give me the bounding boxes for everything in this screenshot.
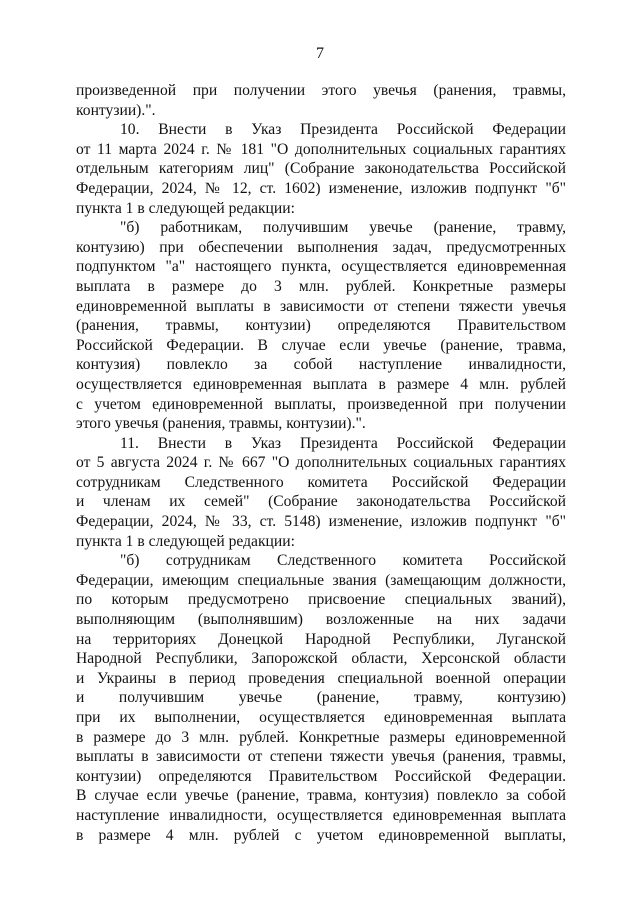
- text-line: Федерации, 2024, № 12, ст. 1602) изменение, изложив подпункт "б": [76, 179, 566, 197]
- text-line: от 11 марта 2024 г. № 181 "О дополнительных социальных гарантиях: [76, 140, 566, 158]
- text-line: пункта 1 в следующей редакции:: [76, 532, 295, 550]
- text-line: с учетом единовременной выплаты, произведенной при получении: [76, 395, 566, 413]
- text-line: наступление инвалидности, осуществляется единовременная выплата: [76, 806, 566, 824]
- text-line: единовременной выплаты в зависимости от степени тяжести увечья: [76, 297, 566, 315]
- text-line: и членам их семей" (Собрание законодательства Российской: [76, 493, 566, 511]
- text-line: этого увечья (ранения, травмы, контузии).".: [76, 415, 366, 433]
- text-line: в размере 4 млн. рублей с учетом единовременной выплаты,: [76, 826, 566, 844]
- text-line: в размере до 3 млн. рублей. Конкретные размеры единовременной: [76, 728, 566, 746]
- text-line: 11. Внести в Указ Президента Российской Федерации: [120, 434, 566, 452]
- text-line: контузию) при обеспечении выполнения задач, предусмотренных: [76, 238, 566, 256]
- text-line: сотрудникам Следственного комитета Российской Федерации: [76, 473, 566, 491]
- text-line: по которым предусмотрено присвоение специальных званий),: [76, 591, 566, 609]
- text-line: и получившим увечье (ранение, травму, контузию): [76, 689, 566, 707]
- text-line: на территориях Донецкой Народной Республики, Луганской: [76, 630, 566, 648]
- text-line: выплаты в зависимости от степени тяжести увечья (ранения, травмы,: [76, 748, 566, 766]
- text-line: (ранения, травмы, контузии) определяются Правительством: [76, 317, 566, 335]
- text-line: пункта 1 в следующей редакции:: [76, 199, 295, 217]
- text-line: подпунктом "а" настоящего пункта, осуществляется единовременная: [76, 258, 566, 276]
- text-line: "б) сотрудникам Следственного комитета Российской: [120, 552, 566, 570]
- text-line: контузии) определяются Правительством Российской Федерации.: [76, 767, 566, 785]
- text-line: Российской Федерации. В случае если увечье (ранение, травма,: [76, 336, 566, 354]
- text-line: Федерации, имеющим специальные звания (замещающим должности,: [76, 571, 566, 589]
- text-line: осуществляется единовременная выплата в размере 4 млн. рублей: [76, 375, 566, 393]
- document-body: [76, 81, 566, 845]
- text-line: отдельным категориям лиц" (Собрание законодательства Российской: [76, 160, 566, 178]
- text-line: выплата в размере до 3 млн. рублей. Конкретные размеры: [76, 277, 566, 295]
- text-line: и Украины в период проведения специальной военной операции: [76, 669, 566, 687]
- text-line: выполняющим (выполнявшим) возложенные на них задачи: [76, 611, 566, 629]
- text-line: Федерации, 2024, № 33, ст. 5148) изменение, изложив подпункт "б": [76, 513, 566, 531]
- text-line: от 5 августа 2024 г. № 667 "О дополнительных социальных гарантиях: [76, 454, 566, 472]
- text-line: контузии).".: [76, 101, 156, 119]
- text-line: "б) работникам, получившим увечье (ранение, травму,: [120, 219, 566, 237]
- text-line: 10. Внести в Указ Президента Российской Федерации: [120, 121, 566, 139]
- text-line: при их выполнении, осуществляется единовременная выплата: [76, 709, 566, 726]
- text-line: контузия) повлекло за собой наступление инвалидности,: [76, 356, 566, 374]
- text-line: Народной Республики, Запорожской области, Херсонской области: [76, 650, 566, 668]
- page-number: 7: [316, 45, 324, 62]
- text-line: произведенной при получении этого увечья (ранения, травмы,: [76, 82, 566, 99]
- text-line: В случае если увечье (ранение, травма, контузия) повлекло за собой: [76, 787, 566, 805]
